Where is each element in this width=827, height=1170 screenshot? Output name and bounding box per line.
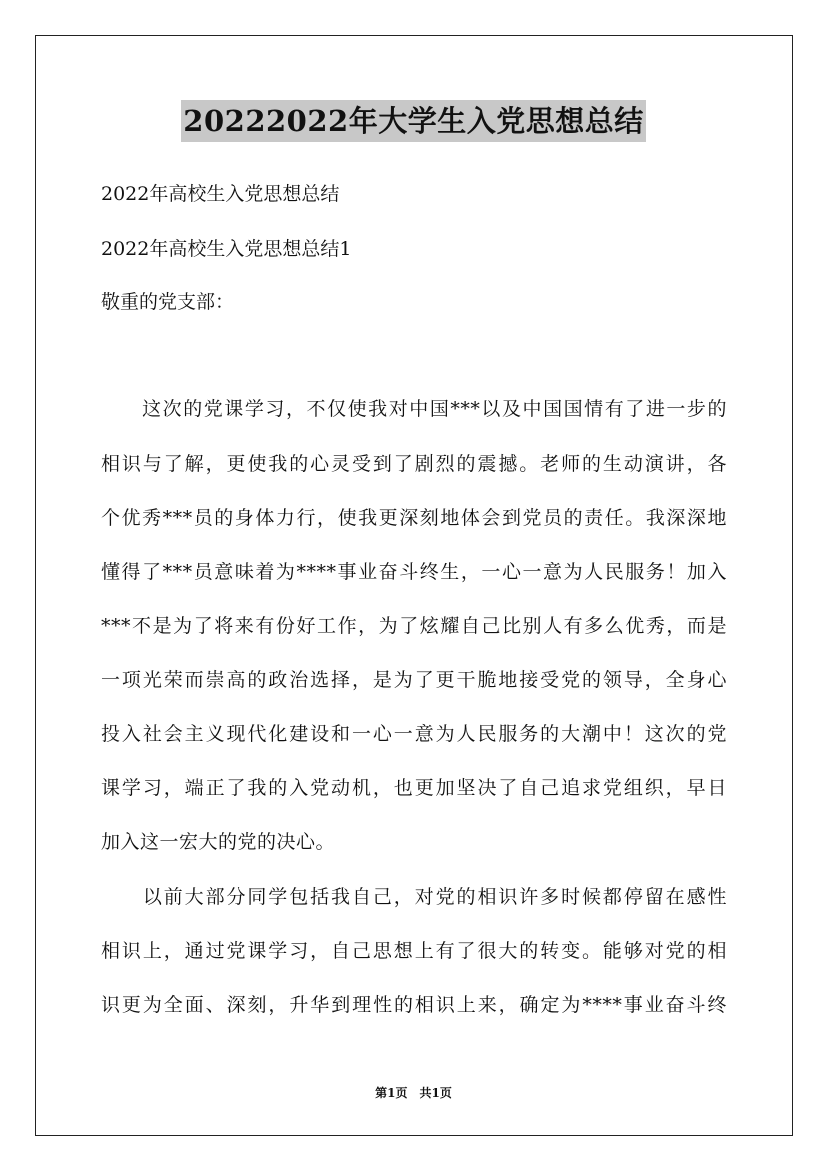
section-heading: 2022年高校生入党思想总结1: [101, 238, 352, 260]
paragraph-line: 相识上，通过党课学习，自己思想上有了很大的转变。能够对党的相: [101, 940, 727, 962]
paragraph-line: 个优秀***员的身体力行，使我更深刻地体会到党员的责任。我深深地: [101, 507, 727, 529]
subtitle-line: 2022年高校生入党思想总结: [101, 183, 340, 205]
paragraph-line: 这次的党课学习，不仅使我对中国***以及中国国情有了进一步的: [101, 398, 727, 420]
paragraph-line: 加入这一宏大的党的决心。: [101, 831, 336, 853]
document-title: 20222022年大学生入党思想总结: [181, 100, 645, 142]
paragraph-line: ***不是为了将来有份好工作，为了炫耀自己比别人有多么优秀，而是: [101, 615, 727, 637]
paragraph-line: 课学习，端正了我的入党动机，也更加坚决了自己追求党组织，早日: [101, 777, 727, 799]
paragraph-line: 相识与了解，更使我的心灵受到了剧烈的震撼。老师的生动演讲，各: [101, 453, 727, 475]
salutation: 敬重的党支部：: [101, 291, 235, 313]
title-wrap: [0, 100, 827, 142]
paragraph-line: 识更为全面、深刻，升华到理性的相识上来，确定为****事业奋斗终: [101, 994, 727, 1016]
paragraph-line: 懂得了***员意味着为****事业奋斗终生，一心一意为人民服务！加入: [101, 561, 727, 583]
page-footer: 第1页 共1页: [375, 1086, 452, 1100]
paragraph-line: 以前大部分同学包括我自己，对党的相识许多时候都停留在感性: [101, 886, 727, 908]
paragraph-line: 一项光荣而崇高的政治选择，是为了更干脆地接受党的领导，全身心: [101, 669, 727, 691]
paragraph-line: 投入社会主义现代化建设和一心一意为人民服务的大潮中！这次的党: [101, 723, 727, 745]
